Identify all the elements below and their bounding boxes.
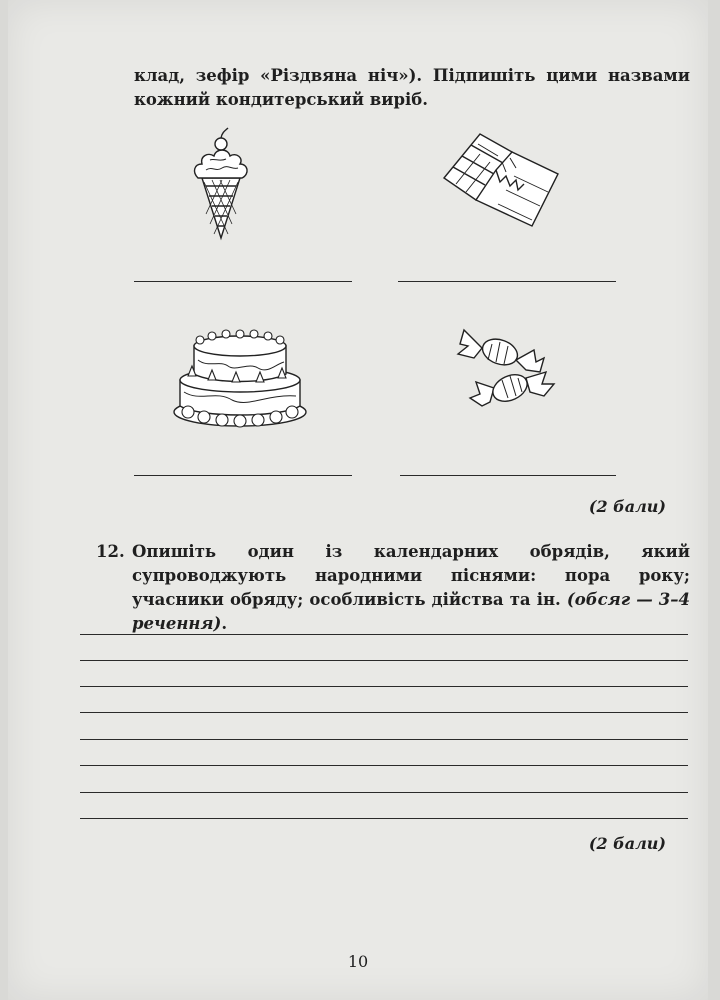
task-text-block [132, 540, 690, 636]
task-text: Опишіть один із календарних обрядів, який супроводжують народними піснями: пора року; учасники обряду; особливість дійства та ін. [132, 542, 690, 609]
writing-line-3[interactable] [80, 686, 688, 687]
task-note: (обсяг — 3–4 речення) [132, 590, 691, 633]
writing-line-2[interactable] [80, 660, 688, 661]
task-12 [96, 540, 691, 633]
writing-line-8[interactable] [80, 818, 688, 819]
task-end: . [221, 614, 228, 633]
answer-line-2[interactable] [398, 281, 616, 282]
answer-line-4[interactable] [400, 475, 616, 476]
writing-line-5[interactable] [80, 739, 688, 740]
writing-line-6[interactable] [80, 765, 688, 766]
chocolate-bar-icon [436, 126, 566, 230]
task-number: 12. [96, 542, 125, 561]
writing-line-7[interactable] [80, 792, 688, 793]
ice-cream-icon [186, 126, 256, 241]
workbook-page [8, 0, 708, 1000]
score-label-2: (2 бали) [588, 834, 666, 853]
answer-line-1[interactable] [134, 281, 352, 282]
score-label-1: (2 бали) [588, 497, 666, 516]
cake-icon [170, 320, 310, 432]
answer-line-3[interactable] [134, 475, 352, 476]
intro-text: клад, зефір «Різдвяна ніч»). Підпишіть цими назвами кожний кондитерський виріб. [134, 66, 690, 109]
writing-line-1[interactable] [80, 634, 688, 635]
writing-line-4[interactable] [80, 712, 688, 713]
page-number: 10 [347, 952, 369, 971]
candies-icon [454, 322, 564, 422]
